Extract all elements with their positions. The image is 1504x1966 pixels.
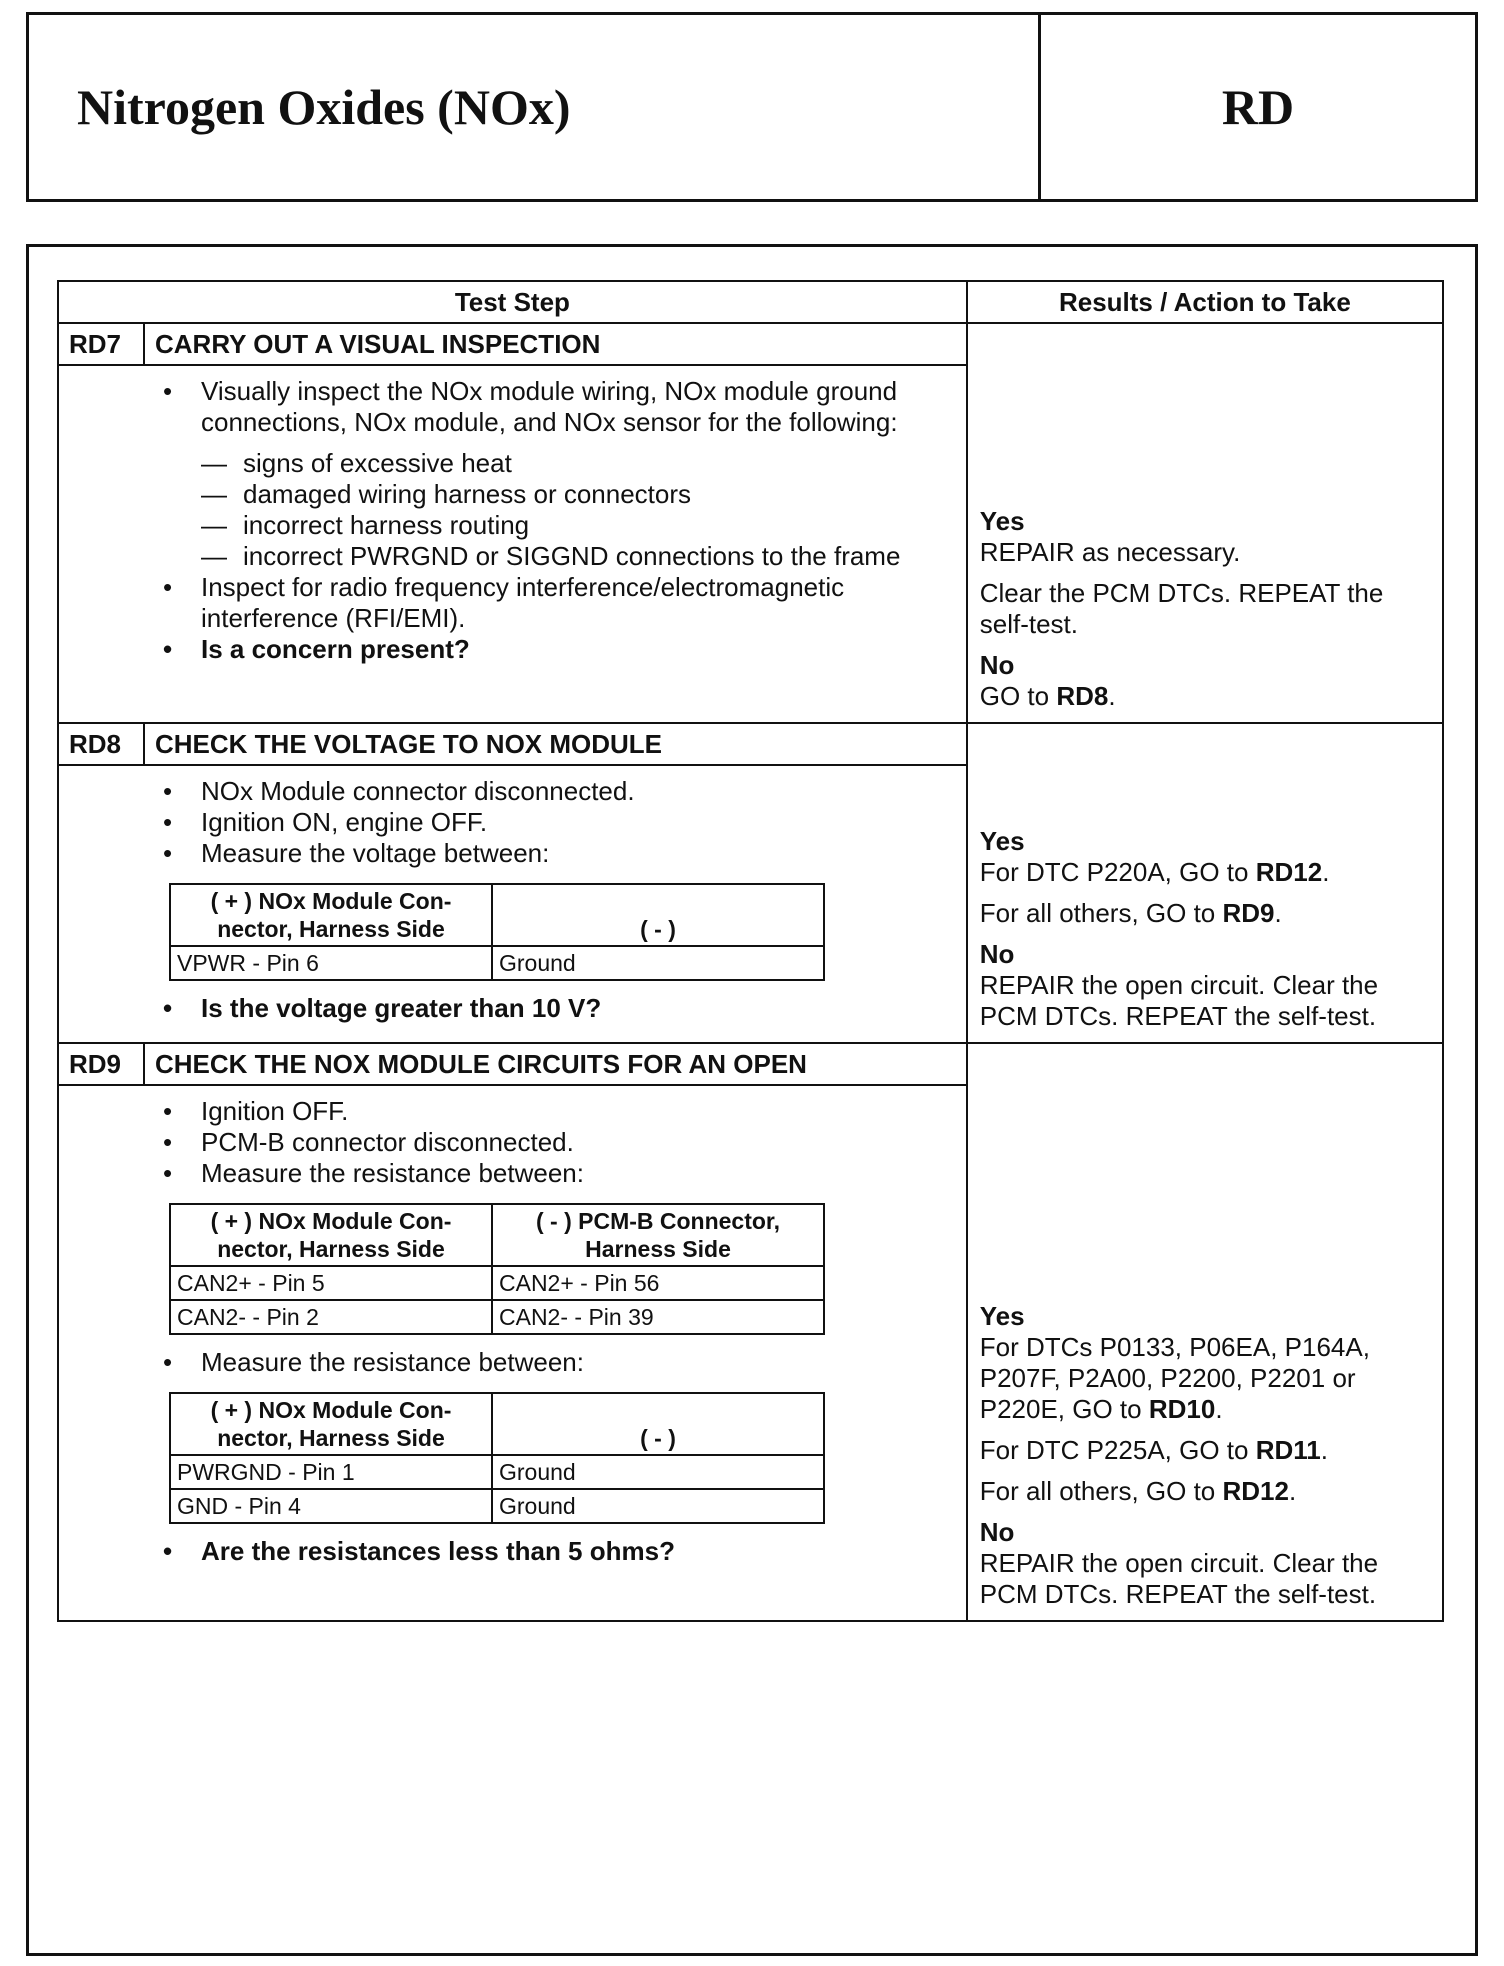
instruction: • Measure the resistance between: (159, 1347, 956, 1378)
page-header (26, 12, 1478, 202)
no-label: No (979, 650, 1015, 680)
table-cell: GND - Pin 4 (170, 1489, 492, 1523)
yes-label: Yes (979, 1301, 1025, 1331)
table-cell: PWRGND - Pin 1 (170, 1455, 492, 1489)
step-reference: RD12 (1222, 1476, 1289, 1506)
page-title: Nitrogen Oxides (NOx) (77, 79, 571, 135)
yes-action: For DTC P220A, GO to RD12. (979, 857, 1330, 887)
step-row-rd8 (58, 723, 1443, 1043)
measurement-table (169, 883, 825, 981)
step-id: RD7 (59, 324, 145, 364)
step-body (59, 764, 966, 1042)
instruction: • Measure the voltage between: (159, 838, 956, 869)
question: • Is the voltage greater than 10 V? (159, 993, 956, 1024)
step-id: RD8 (59, 724, 145, 764)
yes-label: Yes (979, 826, 1025, 856)
step-name: CHECK THE VOLTAGE TO NOX MODULE (155, 728, 663, 759)
no-label: No (979, 1517, 1015, 1547)
check-item: — incorrect harness routing (201, 510, 956, 541)
table-cell: CAN2+ - Pin 56 (492, 1266, 824, 1300)
measurement-table (169, 1392, 825, 1524)
table-header: ( - ) PCM-B Connector, Harness Side (492, 1204, 824, 1266)
result-block (968, 324, 1442, 718)
step-name: CARRY OUT A VISUAL INSPECTION (155, 328, 601, 359)
instruction: • Ignition OFF. (159, 1096, 956, 1127)
diagnostic-table (57, 280, 1444, 1622)
step-heading (59, 724, 966, 764)
instruction: • Inspect for radio frequency interference/electromagnetic interference (RFI/EMI). (159, 572, 956, 634)
yes-action: For all others, GO to RD12. (979, 1476, 1297, 1506)
instruction: • NOx Module connector disconnected. (159, 776, 956, 807)
table-cell: Ground (492, 1455, 824, 1489)
check-item: — damaged wiring harness or connectors (201, 479, 956, 510)
table-cell: CAN2+ - Pin 5 (170, 1266, 492, 1300)
instruction: • Ignition ON, engine OFF. (159, 807, 956, 838)
yes-action: For all others, GO to RD9. (979, 898, 1282, 928)
check-item: — incorrect PWRGND or SIGGND connections to the frame (201, 541, 956, 572)
table-header: ( - ) (492, 884, 824, 946)
table-header: ( - ) (492, 1393, 824, 1455)
column-header-test-step: Test Step (58, 281, 967, 323)
yes-action: REPAIR as necessary. (979, 537, 1241, 567)
step-id: RD9 (59, 1044, 145, 1084)
step-name: CHECK THE NOX MODULE CIRCUITS FOR AN OPEN (155, 1048, 807, 1079)
result-block (968, 1044, 1442, 1616)
step-body (59, 1084, 966, 1620)
column-header-results: Results / Action to Take (967, 281, 1443, 323)
table-header: ( + ) NOx Module Con- nector, Harness Side (170, 1393, 492, 1455)
yes-action: For DTC P225A, GO to RD11. (979, 1435, 1328, 1465)
measurement-table (169, 1203, 825, 1335)
section-code: RD (1038, 15, 1475, 199)
step-reference: RD9 (1222, 898, 1275, 928)
no-action: REPAIR the open circuit. Clear the PCM DTCs. REPEAT the self-test. (979, 1548, 1379, 1609)
step-row-rd9 (58, 1043, 1443, 1621)
step-reference: RD10 (1148, 1394, 1216, 1424)
step-reference: RD11 (1255, 1435, 1321, 1465)
question: • Are the resistances less than 5 ohms? (159, 1536, 956, 1567)
no-label: No (979, 939, 1015, 969)
step-reference: RD12 (1255, 857, 1323, 887)
instruction: • PCM-B connector disconnected. (159, 1127, 956, 1158)
table-header: ( + ) NOx Module Con- nector, Harness Side (170, 1204, 492, 1266)
table-cell: Ground (492, 946, 824, 980)
check-item: — signs of excessive heat (201, 448, 956, 479)
instruction: • Visually inspect the NOx module wiring, NOx module ground connections, NOx module, and NOx sensor for the following: (159, 376, 956, 438)
table-cell: CAN2- - Pin 2 (170, 1300, 492, 1334)
no-action: REPAIR the open circuit. Clear the PCM DTCs. REPEAT the self-test. (979, 970, 1379, 1031)
step-heading (59, 1044, 966, 1084)
table-cell: Ground (492, 1489, 824, 1523)
instruction: • Measure the resistance between: (159, 1158, 956, 1189)
step-row-rd7 (58, 323, 1443, 723)
no-action: GO to RD8. (979, 681, 1116, 711)
table-cell: VPWR - Pin 6 (170, 946, 492, 980)
yes-label: Yes (979, 506, 1025, 536)
table-cell: CAN2- - Pin 39 (492, 1300, 824, 1334)
question: • Is a concern present? (159, 634, 956, 665)
step-reference: RD8 (1056, 681, 1109, 711)
result-block (968, 724, 1442, 1038)
table-header: ( + ) NOx Module Con- nector, Harness Side (170, 884, 492, 946)
yes-action: Clear the PCM DTCs. REPEAT the self-test. (979, 578, 1384, 639)
step-heading (59, 324, 966, 364)
yes-action: For DTCs P0133, P06EA, P164A, P207F, P2A00, P2200, P2201 or P220E, GO to RD10. (979, 1332, 1370, 1424)
step-body (59, 364, 966, 722)
